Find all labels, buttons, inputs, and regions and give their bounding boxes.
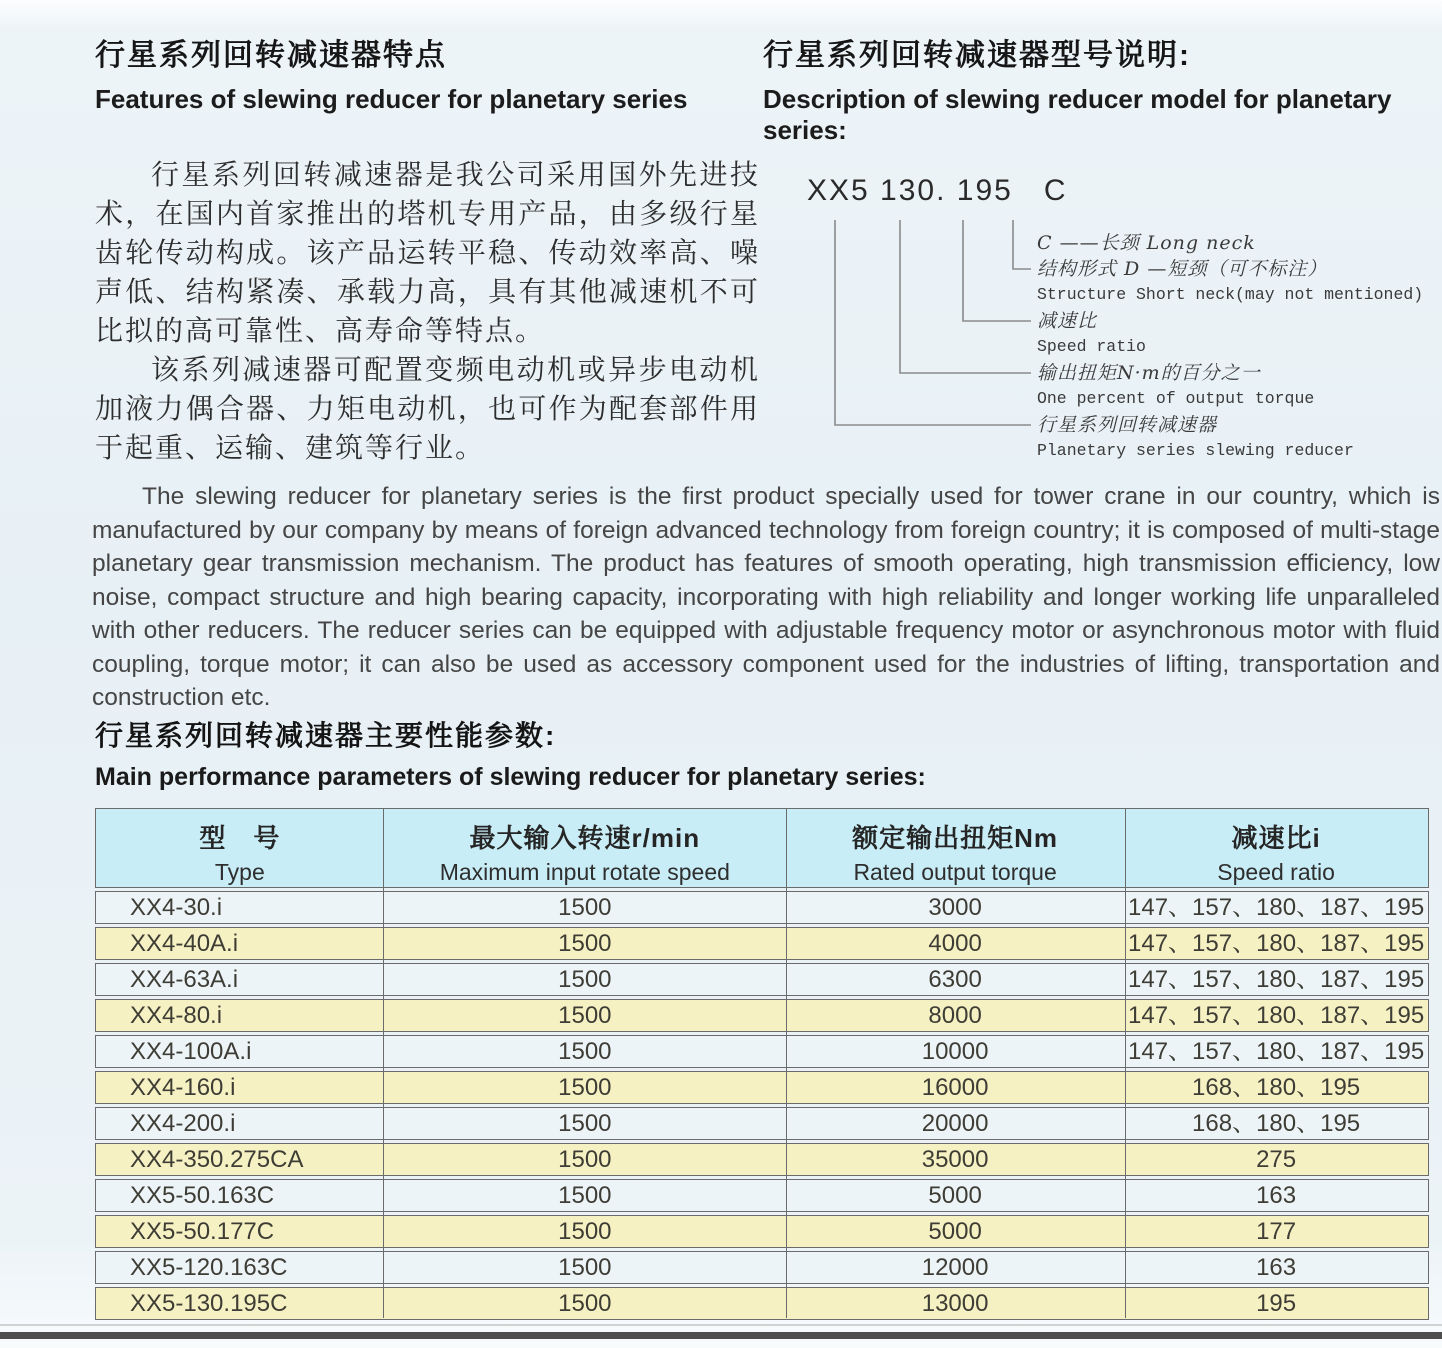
table-row [95, 1179, 1429, 1212]
model-annotations [1037, 230, 1423, 464]
table-cell: 3000 [928, 894, 982, 921]
column-divider [786, 808, 787, 1318]
table-row [95, 963, 1429, 996]
table-row [95, 1035, 1429, 1068]
header-label-en: Rated output torque [853, 859, 1057, 885]
table-row [95, 891, 1429, 924]
model-description-section [763, 30, 1438, 504]
column-divider [1125, 808, 1126, 1318]
table-cell: 20000 [921, 1110, 989, 1137]
parameters-section [95, 714, 1429, 1323]
column-divider [383, 808, 384, 1318]
table-cell: 1500 [558, 894, 612, 921]
model-annotation-line: One percent of output torque [1037, 389, 1315, 408]
cell-type: XX4-80.i [130, 1002, 223, 1029]
table-row [95, 999, 1429, 1032]
table-cell: 1500 [558, 1218, 612, 1245]
table-cell: 168、180、195 [1192, 1110, 1361, 1137]
table-cell: 1500 [558, 1038, 612, 1065]
parameters-title-zh: 行星系列回转减速器主要性能参数: [95, 720, 557, 751]
table-header-row [95, 808, 1429, 888]
bottom-rule-dark [0, 1332, 1442, 1339]
table-header-cell [786, 809, 1124, 887]
table-row [95, 1071, 1429, 1104]
header-label-zh: 型 号 [199, 823, 281, 853]
table-row [95, 1251, 1429, 1284]
table-row [95, 1215, 1429, 1248]
cell-type: XX4-30.i [130, 894, 223, 921]
table-cell: 35000 [921, 1146, 989, 1173]
model-annotation-line: C ——长颈 Long neck [1037, 232, 1256, 254]
table-cell: 177 [1256, 1218, 1297, 1245]
model-code-diagram [763, 174, 1438, 504]
table-cell: 1500 [558, 1182, 612, 1209]
table-cell: 5000 [928, 1182, 982, 1209]
table-cell: 147、157、180、187、195 [1128, 894, 1425, 921]
table-cell: 6300 [928, 966, 982, 993]
table-row [95, 927, 1429, 960]
cell-type: XX4-100A.i [130, 1038, 252, 1065]
table-cell: 163 [1256, 1254, 1297, 1281]
features-paragraph-1: 行星系列回转减速器是我公司采用国外先进技术，在国内首家推出的塔机专用产品，由多级行星齿轮传动构成。该产品运转平稳、传动效率高、噪声低、结构紧凑、承载力高，具有其他减速机不可比拟的高可靠性、高寿命等特点。 [95, 159, 760, 346]
table-cell: 12000 [921, 1254, 989, 1281]
model-annotation-line: 结构形式 D —短颈（可不标注） [1037, 258, 1328, 280]
bottom-rule-light [0, 1324, 1442, 1326]
table-cell: 195 [1256, 1290, 1297, 1317]
cell-type: XX5-50.163C [130, 1182, 275, 1209]
table-cell: 5000 [928, 1218, 982, 1245]
table-cell: 168、180、195 [1192, 1074, 1361, 1101]
table-header-cell [96, 809, 384, 887]
cell-type: XX4-40A.i [130, 930, 239, 957]
model-annotation-line: Speed ratio [1037, 337, 1146, 356]
model-code: XX5 130. 195 C [807, 174, 1068, 207]
cell-type: XX4-63A.i [130, 966, 239, 993]
features-title-en: Features of slewing reducer for planetary series [95, 84, 688, 114]
performance-table [95, 808, 1429, 1320]
features-paragraph-2: 该系列减速器可配置变频电动机或异步电动机加液力偶合器、力矩电动机，也可作为配套部件用于起重、运输、建筑等行业。 [95, 354, 760, 463]
table-cell: 1500 [558, 1290, 612, 1317]
header-label-en: Maximum input rotate speed [439, 859, 730, 885]
cell-type: XX4-350.275CA [130, 1146, 304, 1173]
model-title-en: Description of slewing reducer model for planetary series: [763, 84, 1392, 145]
header-label-en: Speed ratio [1217, 859, 1335, 885]
header-label-zh: 最大输入转速r/min [469, 823, 701, 853]
model-annotation-line: 行星系列回转减速器 [1037, 414, 1218, 436]
header-label-en: Type [214, 859, 265, 885]
table-cell: 1500 [558, 1110, 612, 1137]
table-cell: 147、157、180、187、195 [1128, 930, 1425, 957]
model-annotation-line: Structure Short neck(may not mentioned) [1037, 285, 1424, 304]
table-body [95, 891, 1429, 1320]
cell-type: XX5-50.177C [130, 1218, 275, 1245]
cell-type: XX5-130.195C [130, 1290, 288, 1317]
header-label-zh: 额定输出扭矩Nm [852, 823, 1059, 853]
table-cell: 13000 [921, 1290, 989, 1317]
table-cell: 4000 [928, 930, 982, 957]
cell-type: XX4-160.i [130, 1074, 236, 1101]
cell-type: XX4-200.i [130, 1110, 236, 1137]
table-row [95, 1143, 1429, 1176]
header-label-zh: 减速比i [1231, 823, 1321, 853]
table-cell: 1500 [558, 1074, 612, 1101]
table-header-cell [384, 809, 786, 887]
features-title-zh: 行星系列回转减速器特点 [95, 39, 447, 72]
table-cell: 8000 [928, 1002, 982, 1029]
table-row [95, 1107, 1429, 1140]
table-cell: 1500 [558, 930, 612, 957]
table-cell: 275 [1256, 1146, 1297, 1173]
table-header-cell [1124, 809, 1428, 887]
table-cell: 163 [1256, 1182, 1297, 1209]
table-cell: 147、157、180、187、195 [1128, 966, 1425, 993]
parameters-title-en: Main performance parameters of slewing reducer for planetary series: [95, 763, 926, 791]
features-section [95, 30, 760, 467]
model-annotation-line: Planetary series slewing reducer [1037, 441, 1354, 460]
table-row [95, 1287, 1429, 1320]
table-cell: 147、157、180、187、195 [1128, 1002, 1425, 1029]
table-cell: 16000 [921, 1074, 989, 1101]
description-paragraph-en: The slewing reducer for planetary series is the first product specially used for tower crane in our country, which is manufactured by our company by means of foreign advanced technology from foreign country; it is composed of multi-stage planetary gear transmission mechanism. The product has features of smooth operating, high transmission efficiency, low noise, compact structure and high bearing capacity, incorporating with high reliability and longer working life unparalleled with other reducers. The reducer series can be equipped with adjustable frequency motor or asynchronous motor with fluid coupling, torque motor; it can also be used as accessory component used for the industries of lifting, transportation and construction etc. [92, 483, 1440, 711]
table-cell: 10000 [921, 1038, 989, 1065]
model-title-zh: 行星系列回转减速器型号说明: [763, 39, 1191, 72]
table-cell: 1500 [558, 966, 612, 993]
model-annotation-line: 输出扭矩N·m的百分之一 [1037, 362, 1261, 384]
table-cell: 1500 [558, 1254, 612, 1281]
cell-type: XX5-120.163C [130, 1254, 288, 1281]
table-cell: 1500 [558, 1002, 612, 1029]
model-annotation-line: 减速比 [1037, 310, 1098, 332]
table-cell: 147、157、180、187、195 [1128, 1038, 1425, 1065]
table-cell: 1500 [558, 1146, 612, 1173]
